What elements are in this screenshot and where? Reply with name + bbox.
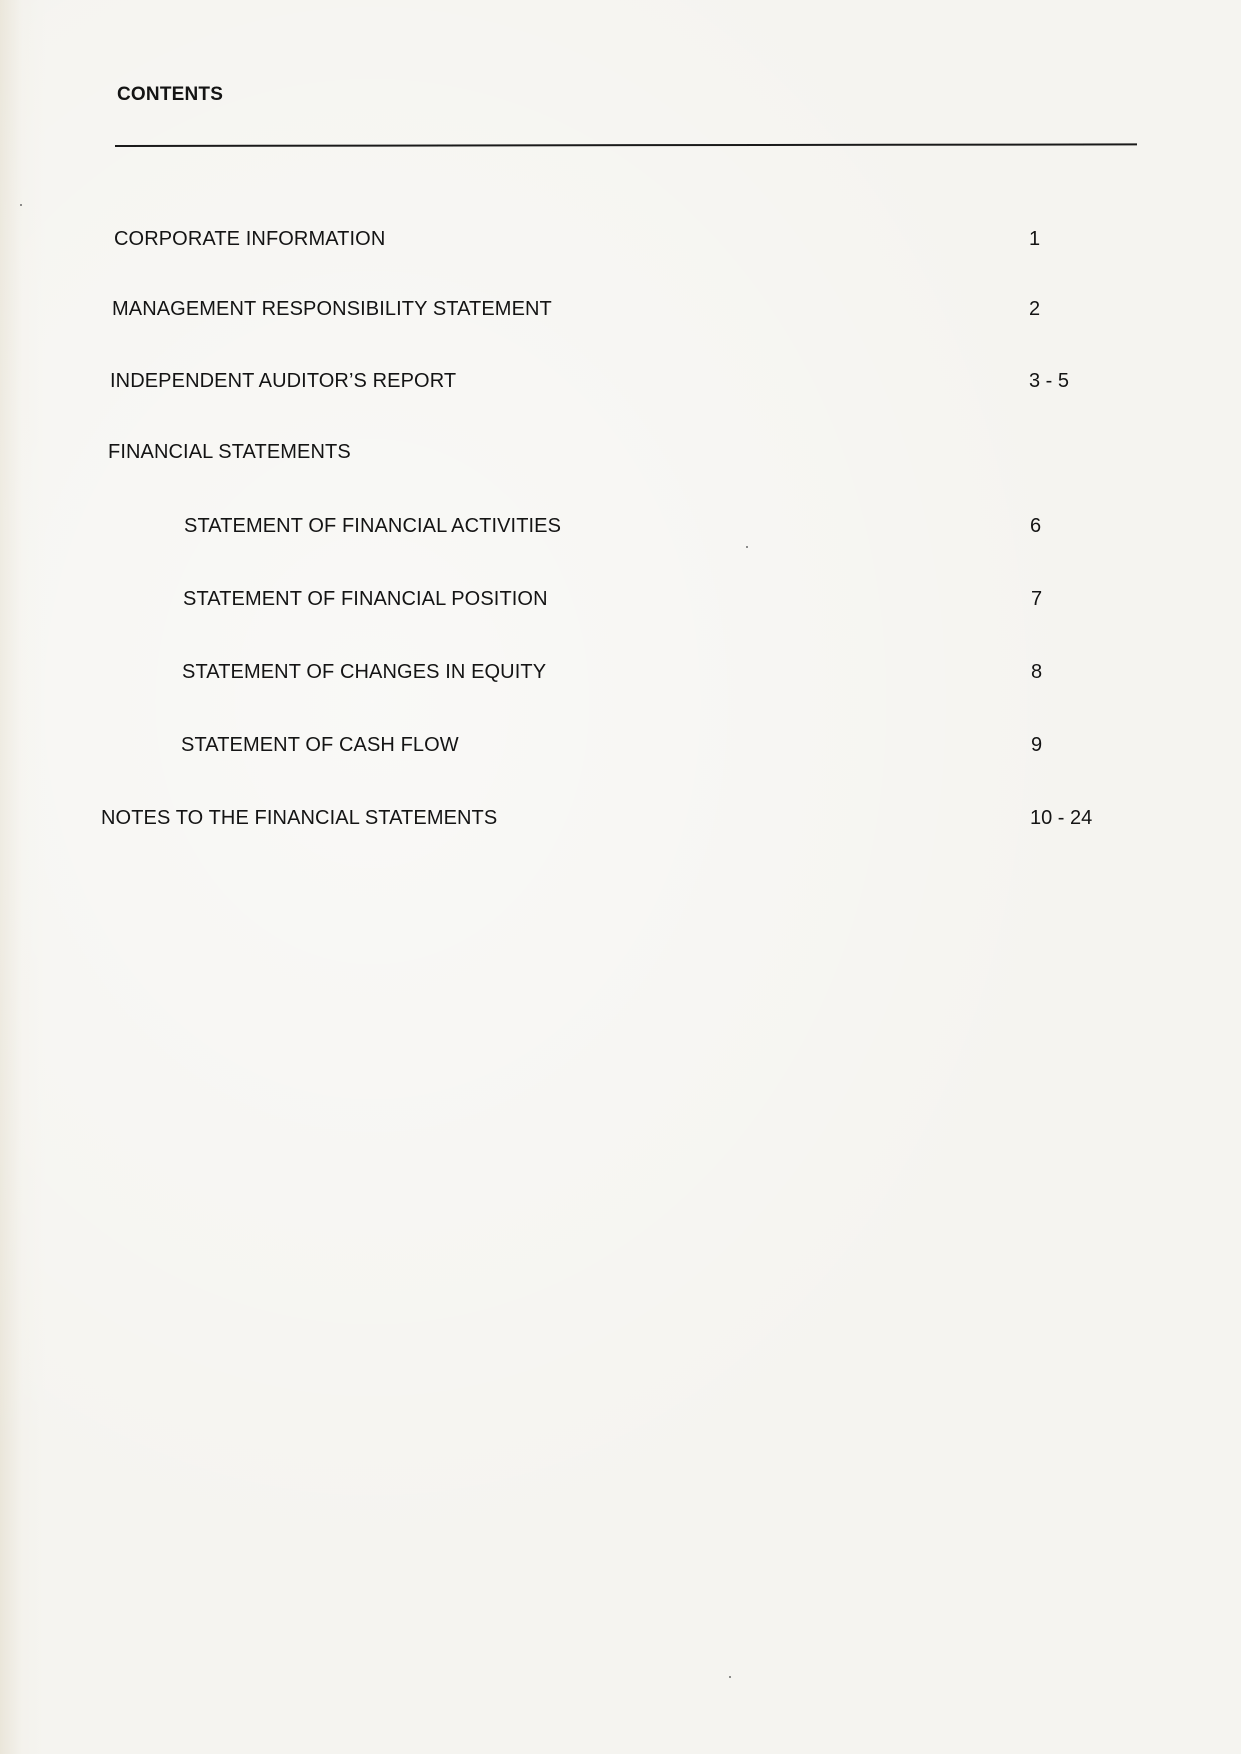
toc-entry-financial-position <box>0 588 1241 618</box>
toc-entry-title: STATEMENT OF FINANCIAL ACTIVITIES <box>184 515 562 537</box>
toc-entry-page: 9 <box>1031 734 1043 756</box>
scan-speck <box>20 204 22 206</box>
toc-entry-title: NOTES TO THE FINANCIAL STATEMENTS <box>101 807 498 829</box>
toc-entry-title: STATEMENT OF CHANGES IN EQUITY <box>182 661 547 683</box>
toc-entry-page: 3 - 5 <box>1029 370 1070 392</box>
toc-entry-title: STATEMENT OF CASH FLOW <box>181 734 459 756</box>
scan-speck <box>746 546 748 548</box>
toc-entry-title: INDEPENDENT AUDITOR’S REPORT <box>110 370 457 392</box>
contents-heading: CONTENTS <box>117 84 224 105</box>
toc-entry-page: 8 <box>1031 661 1043 683</box>
toc-entry-management-responsibility <box>0 298 1241 328</box>
toc-entry-title: CORPORATE INFORMATION <box>114 228 386 250</box>
toc-entry-page: 10 - 24 <box>1030 807 1093 829</box>
toc-entry-title: MANAGEMENT RESPONSIBILITY STATEMENT <box>112 298 552 320</box>
toc-entry-financial-activities <box>0 515 1241 545</box>
toc-entry-page: 2 <box>1029 298 1041 320</box>
toc-entry-page: 6 <box>1030 515 1042 537</box>
toc-entry-page: 1 <box>1029 228 1041 250</box>
toc-entry-corporate-information <box>0 228 1241 258</box>
toc-entry-notes <box>0 807 1241 837</box>
toc-entry-financial-statements <box>0 441 1241 471</box>
toc-entry-title: STATEMENT OF FINANCIAL POSITION <box>183 588 548 610</box>
toc-entry-changes-in-equity <box>0 661 1241 691</box>
toc-entry-auditors-report <box>0 370 1241 400</box>
scan-speck <box>729 1676 731 1678</box>
toc-entry-title: FINANCIAL STATEMENTS <box>108 441 351 463</box>
toc-entry-cash-flow <box>0 734 1241 764</box>
toc-entry-page: 7 <box>1031 588 1043 610</box>
heading-divider <box>115 143 1137 147</box>
